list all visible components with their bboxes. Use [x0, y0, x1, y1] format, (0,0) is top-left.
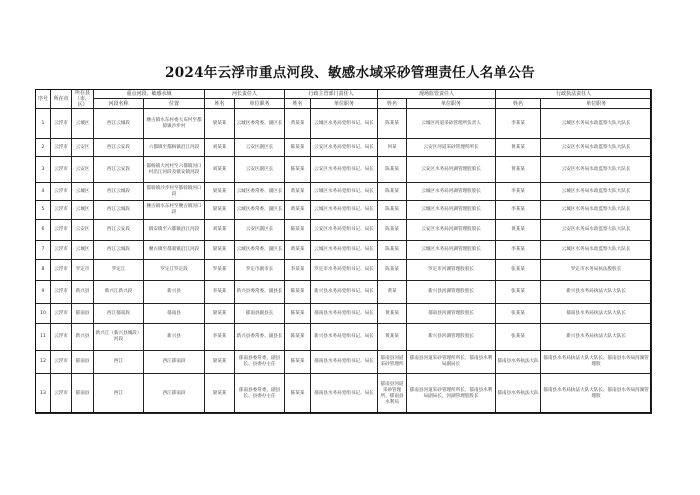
cell-location: 新兴县: [144, 281, 205, 304]
table-row: [36, 324, 652, 351]
cell-rc-pos: 新兴县委常委、副县长: [235, 324, 285, 351]
cell-location: 腰古镇水东村委大布村至都骑镇沙步村: [144, 109, 205, 139]
cell-rc-name: 梁某某: [205, 201, 235, 220]
header-en-position: 单位职务: [541, 99, 652, 109]
header-ad-position: 单位职务: [311, 99, 378, 109]
cell-rc-pos: 云安区副区长: [235, 139, 285, 157]
header-enforce-group: 行政执法责任人: [496, 90, 652, 99]
cell-county: 罗定市: [72, 260, 94, 281]
cell-en-name: 张某某: [496, 324, 541, 351]
cell-rc-name: 刘某某: [205, 139, 235, 157]
cell-en-pos: 云城区水务局水政监察大队大队长: [541, 201, 652, 220]
table-row: [36, 304, 652, 324]
table-body: [36, 109, 652, 414]
cell-ad-name: 李某某: [285, 260, 311, 281]
cell-en-name: 郁南县水务执法大队: [496, 351, 541, 374]
cell-seq: 7: [36, 241, 51, 260]
cell-en-pos: 郁南县水务局执法大队大队长、郁南县水务局河湖管理股: [541, 374, 652, 414]
header-st-name: 姓名: [378, 99, 407, 109]
cell-st-pos: 云城区水务局河湖管理股股长: [407, 201, 496, 220]
cell-rc-pos: 罗定市副市长: [235, 260, 285, 281]
cell-location: 西江郁南段: [144, 351, 205, 374]
cell-st-pos: 郁南县河道采砂管理所所长、郁南县水利局副局长: [407, 351, 496, 374]
cell-ad-name: 陈某某: [285, 304, 311, 324]
cell-county: 云安区: [72, 157, 94, 183]
cell-ad-name: 黄某某: [285, 201, 311, 220]
cell-rc-name: 刘某某: [205, 157, 235, 183]
cell-en-pos: 云安区水务局水政监察大队大队长: [541, 220, 652, 241]
header-site-group: 现场监管责任人: [378, 90, 496, 99]
cell-en-name: 黄某某: [496, 157, 541, 183]
cell-st-name: 黄某某: [378, 304, 407, 324]
cell-rc-pos: 云安区副区长: [235, 157, 285, 183]
cell-st-name: 郁南县河道采砂管理所、郁南县水利局: [378, 374, 407, 414]
cell-st-name: 黄某: [378, 281, 407, 304]
cell-rc-pos: 郁南县副县长: [235, 304, 285, 324]
cell-en-name: 李某某: [496, 109, 541, 139]
cell-en-name: 黄某某: [496, 139, 541, 157]
cell-city: 云浮市: [51, 374, 72, 414]
cell-ad-name: 陈某某: [285, 351, 311, 374]
cell-county: 云城区: [72, 201, 94, 220]
cell-section: 西江云城段: [94, 201, 144, 220]
cell-ad-pos: 罗定市水务局党组书记、局长: [311, 260, 378, 281]
cell-en-pos: 云城区水务局水政监察大队大队长: [541, 109, 652, 139]
cell-st-pos: 郁南县河道采砂管理所所长、郁南县水利局副局长、河湖管理股股长: [407, 374, 496, 414]
cell-rc-pos: 云安区副区长: [235, 220, 285, 241]
cell-section: 西江云城段: [94, 109, 144, 139]
cell-section: 新兴江（新兴县城段）河段: [94, 324, 144, 351]
cell-seq: 1: [36, 109, 51, 139]
header-city: 所在市: [51, 90, 72, 109]
header-location: 位置: [144, 99, 205, 109]
cell-en-name: 李某某: [496, 183, 541, 201]
cell-city: 云浮市: [51, 281, 72, 304]
page-title: 2024年云浮市重点河段、敏感水域采砂管理责任人名单公告: [165, 65, 535, 81]
cell-ad-pos: 云城区水务局党组书记、局长: [311, 183, 378, 201]
cell-location: 镇安镇至六都镇沿江河段: [144, 220, 205, 241]
cell-ad-name: 陈某某: [285, 220, 311, 241]
cell-ad-name: 陈某某: [285, 139, 311, 157]
cell-seq: 3: [36, 157, 51, 183]
cell-rc-pos: 新兴县委常委、副县长: [235, 281, 285, 304]
cell-ad-pos: 云安区水务局党组书记、局长: [311, 220, 378, 241]
cell-section: 西江云城段: [94, 241, 144, 260]
cell-county: 云安区: [72, 220, 94, 241]
cell-city: 云浮市: [51, 139, 72, 157]
cell-section: 西江: [94, 374, 144, 414]
cell-seq: 12: [36, 351, 51, 374]
cell-ad-pos: 郁南县水务局党组书记、局长: [311, 351, 378, 374]
cell-city: 云浮市: [51, 241, 72, 260]
cell-ad-name: 陈某某: [285, 324, 311, 351]
table-row: [36, 374, 652, 414]
cell-ad-pos: 郁南县水务局党组书记、局长: [311, 374, 378, 414]
cell-ad-pos: 新兴县水务局党组书记、局长: [311, 324, 378, 351]
table-row: [36, 157, 652, 183]
cell-ad-pos: 云安区水务局党组书记、局长: [311, 157, 378, 183]
cell-st-pos: 云城区水务局河湖管理股股长: [407, 241, 496, 260]
cell-seq: 5: [36, 201, 51, 220]
cell-rc-name: 梁某某: [205, 109, 235, 139]
header-admin-group: 行政主管部门责任人: [285, 90, 378, 99]
cell-en-name: 张某某: [496, 260, 541, 281]
cell-en-pos: 云安区水务局水政监察大队大队长: [541, 157, 652, 183]
cell-county: 云城区: [72, 183, 94, 201]
cell-ad-pos: 云城区水务局党组书记、局长: [311, 241, 378, 260]
table-row: [36, 241, 652, 260]
header-county: 所在县（市、区）: [72, 90, 94, 109]
cell-city: 云浮市: [51, 201, 72, 220]
table-row: [36, 139, 652, 157]
cell-st-pos: 云城区水务局河湖管理股股长: [407, 183, 496, 201]
cell-city: 云浮市: [51, 109, 72, 139]
cell-en-pos: 郁南县水务局执法大队大队长、郁南县水务局河湖管理股: [541, 351, 652, 374]
cell-en-pos: 云城区水务局水政监察大队大队长: [541, 183, 652, 201]
cell-en-pos: 云城区水务局水政监察大队大队长: [541, 241, 652, 260]
cell-ad-pos: 云城区水务局党组书记、局长: [311, 109, 378, 139]
cell-rc-pos: 云城区委常委、副区长: [235, 241, 285, 260]
cell-en-pos: 云安区水务局水政监察大队大队长: [541, 139, 652, 157]
table-row: [36, 260, 652, 281]
cell-location: 都骑镇沙步村至都骑镇河口段: [144, 183, 205, 201]
cell-ad-name: 黄某某: [285, 183, 311, 201]
cell-ad-pos: 新兴县水务局党组书记、局长: [311, 281, 378, 304]
cell-rc-pos: 云城区委常委、副区长: [235, 183, 285, 201]
cell-st-pos: 郁南县河湖管理股股长: [407, 304, 496, 324]
cell-rc-name: 李某某: [205, 324, 235, 351]
cell-rc-name: 李某某: [205, 281, 235, 304]
cell-st-name: 陈某某: [378, 109, 407, 139]
cell-ad-name: 陈某某: [285, 374, 311, 414]
cell-seq: 13: [36, 374, 51, 414]
cell-location: 都杨镇大河村至六都镇河口村沿江河段及镇安镇河段: [144, 157, 205, 183]
cell-rc-pos: 云城区委常委、副区长: [235, 109, 285, 139]
responsibility-table: [35, 89, 652, 414]
cell-en-name: 李某某: [496, 201, 541, 220]
cell-st-name: 何某: [378, 139, 407, 157]
cell-city: 云浮市: [51, 260, 72, 281]
cell-en-name: 李某某: [496, 241, 541, 260]
cell-st-pos: 罗定市河湖管理股股长: [407, 260, 496, 281]
cell-en-name: 张某某: [496, 304, 541, 324]
cell-city: 云浮市: [51, 324, 72, 351]
header-rc-position: 单位职务: [235, 99, 285, 109]
table-row: [36, 281, 652, 304]
cell-rc-name: 梁某某: [205, 304, 235, 324]
cell-city: 云浮市: [51, 183, 72, 201]
cell-seq: 11: [36, 324, 51, 351]
cell-section: 西江云安段: [94, 220, 144, 241]
cell-county: 云城区: [72, 109, 94, 139]
header-rc-name: 姓名: [205, 99, 235, 109]
header-river-chief-group: 河长责任人: [205, 90, 285, 99]
cell-seq: 6: [36, 220, 51, 241]
cell-seq: 8: [36, 260, 51, 281]
cell-location: 腰古镇水东村至腰古镇河口段: [144, 201, 205, 220]
cell-seq: 4: [36, 183, 51, 201]
cell-city: 云浮市: [51, 157, 72, 183]
cell-section: 罗定江: [94, 260, 144, 281]
cell-st-name: 陈某某: [378, 201, 407, 220]
cell-rc-pos: 郁南县委常委、副县长、县委办主任: [235, 374, 285, 414]
cell-st-name: 陈某某: [378, 157, 407, 183]
header-seq: 序号: [36, 90, 51, 109]
cell-rc-name: 梁某某: [205, 241, 235, 260]
cell-st-pos: 云安区河道采砂管理所所长: [407, 139, 496, 157]
cell-county: 新兴县: [72, 324, 94, 351]
cell-section: 西江云安段: [94, 157, 144, 183]
cell-ad-name: 陈某某: [285, 157, 311, 183]
cell-en-pos: 郁南县水务局执法大队大队长: [541, 304, 652, 324]
cell-section: 西江: [94, 351, 144, 374]
cell-seq: 2: [36, 139, 51, 157]
cell-location: 腰古镇至都骑镇沿江河段: [144, 241, 205, 260]
cell-seq: 10: [36, 304, 51, 324]
table-row: [36, 201, 652, 220]
cell-rc-name: 梁某某: [205, 183, 235, 201]
cell-st-name: 陈某某: [378, 260, 407, 281]
cell-en-name: 张某某: [496, 281, 541, 304]
cell-county: 新兴县: [72, 281, 94, 304]
table-row: [36, 220, 652, 241]
cell-st-name: 陈某某: [378, 220, 407, 241]
cell-city: 云浮市: [51, 220, 72, 241]
table-row: [36, 109, 652, 139]
cell-county: 云安区: [72, 139, 94, 157]
table-row: [36, 351, 652, 374]
cell-ad-pos: 云安区水务局党组书记、局长: [311, 139, 378, 157]
cell-st-pos: 云安区水务局河湖管理股股长: [407, 220, 496, 241]
cell-county: 郁南县: [72, 374, 94, 414]
cell-ad-name: 陈某某: [285, 281, 311, 304]
header-section-group: 重点河段、敏感水域: [94, 90, 205, 99]
cell-st-pos: 新兴县河湖管理股股长: [407, 281, 496, 304]
cell-rc-name: 罗某某: [205, 260, 235, 281]
cell-en-pos: 新兴县水务局执法大队大队长: [541, 281, 652, 304]
cell-county: 郁南县: [72, 304, 94, 324]
cell-st-name: 陈某某: [378, 183, 407, 201]
header-en-name: 姓名: [496, 99, 541, 109]
table-row: [36, 183, 652, 201]
cell-rc-pos: 郁南县委常委、副县长、县委办主任: [235, 351, 285, 374]
cell-st-pos: 云安区水务局河湖管理股股长: [407, 157, 496, 183]
cell-st-pos: 云城区河道采砂管理所负责人: [407, 109, 496, 139]
cell-rc-name: 刘某某: [205, 220, 235, 241]
cell-location: 郁南县: [144, 304, 205, 324]
cell-en-pos: 新兴县水务局执法大队大队长: [541, 324, 652, 351]
cell-en-name: 郁南县水务执法大队: [496, 374, 541, 414]
cell-section: 西江云城段: [94, 183, 144, 201]
cell-st-name: 黄某某: [378, 324, 407, 351]
cell-ad-pos: 郁南县水务局党组书记、局长: [311, 304, 378, 324]
cell-rc-name: 梁某某: [205, 351, 235, 374]
header-ad-name: 姓名: [285, 99, 311, 109]
cell-rc-name: 梁某某: [205, 374, 235, 414]
cell-city: 云浮市: [51, 304, 72, 324]
cell-en-pos: 罗定市水务局执法股股长: [541, 260, 652, 281]
cell-location: 六都镇至都杨镇沿江河段: [144, 139, 205, 157]
header-section-name: 河段名称: [94, 99, 144, 109]
cell-county: 云城区: [72, 241, 94, 260]
cell-section: 西江云安段: [94, 139, 144, 157]
cell-st-pos: 新兴县河湖管理股股长: [407, 324, 496, 351]
cell-city: 云浮市: [51, 351, 72, 374]
cell-en-name: 黄某某: [496, 220, 541, 241]
cell-ad-pos: 云城区水务局党组书记、局长: [311, 201, 378, 220]
cell-section: 西江郁南段: [94, 304, 144, 324]
cell-st-name: 郁南县河道采砂管理所: [378, 351, 407, 374]
cell-ad-name: 黄某某: [285, 109, 311, 139]
cell-county: 郁南县: [72, 351, 94, 374]
cell-st-name: 陈某某: [378, 241, 407, 260]
cell-location: 新兴县: [144, 324, 205, 351]
cell-location: 西江郁南段: [144, 374, 205, 414]
cell-rc-pos: 云城区委常委、副区长: [235, 201, 285, 220]
cell-section: 新兴江新兴段: [94, 281, 144, 304]
cell-seq: 9: [36, 281, 51, 304]
cell-ad-name: 黄某某: [285, 241, 311, 260]
cell-location: 罗定江罗定段: [144, 260, 205, 281]
header-st-position: 单位职务: [407, 99, 496, 109]
